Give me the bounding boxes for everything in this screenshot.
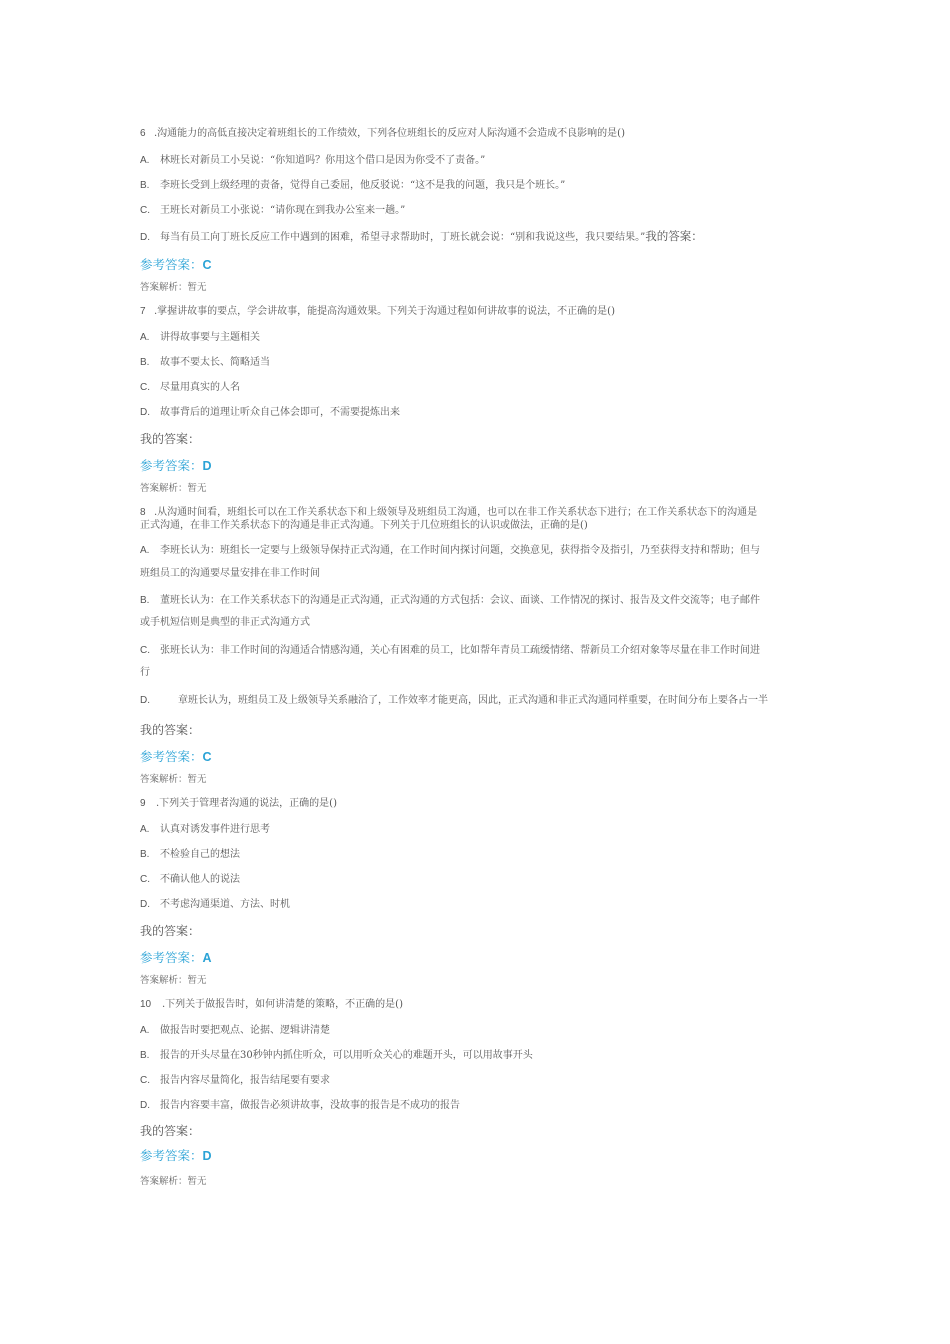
option-letter: C. xyxy=(140,874,150,885)
answer-explanation: 答案解析：暂无 xyxy=(140,975,207,986)
option-letter: B. xyxy=(140,849,150,860)
option-letter: A. xyxy=(140,332,150,343)
reference-answer-value: A xyxy=(202,951,212,965)
option-b-continued: 或手机短信则是典型的非正式沟通方式 xyxy=(140,617,310,628)
option-letter: D. xyxy=(140,407,150,418)
option-b xyxy=(140,356,270,370)
option-b xyxy=(140,1049,533,1063)
option-text: 王班长对新员工小张说：“请你现在到我办公室来一趟。” xyxy=(160,205,406,216)
option-d xyxy=(140,898,290,912)
option-text: 故事不要太长、简略适当 xyxy=(160,357,270,368)
question-7 xyxy=(140,305,615,319)
option-letter: D. xyxy=(140,1100,150,1111)
option-text: 李班长认为：班组长一定要与上级领导保持正式沟通，在工作时间内探讨问题，交换意见，获得指令及指引，乃至获得支持和帮助；但与 xyxy=(160,545,760,556)
option-text: 李班长受到上级经理的责备，觉得自己委屈，他反驳说：“这不是我的问题，我只是个班长。” xyxy=(160,180,566,191)
option-letter: B. xyxy=(140,357,150,368)
option-d xyxy=(140,229,703,245)
option-letter: D. xyxy=(140,695,150,706)
option-letter: A. xyxy=(140,824,150,835)
reference-answer-value: C xyxy=(202,750,212,764)
option-letter: B. xyxy=(140,180,150,191)
reference-answer-label: 参考答案： xyxy=(140,950,203,965)
reference-answer-label: 参考答案： xyxy=(140,257,203,272)
option-text: 报告内容要丰富，做报告必须讲故事，没故事的报告是不成功的报告 xyxy=(160,1100,460,1111)
option-letter: A. xyxy=(140,1025,150,1036)
my-answer-label: 我的答案： xyxy=(140,432,201,446)
reference-answer xyxy=(140,750,212,764)
reference-answer xyxy=(140,258,212,272)
option-c xyxy=(140,1074,330,1088)
option-b xyxy=(140,848,240,862)
question-number: 9 xyxy=(140,798,146,809)
option-d xyxy=(140,694,768,708)
answer-explanation: 答案解析：暂无 xyxy=(140,483,207,494)
my-answer-label: 我的答案： xyxy=(140,1124,201,1138)
option-text: 报告内容尽量简化，报告结尾要有要求 xyxy=(160,1075,330,1086)
option-a xyxy=(140,544,760,558)
option-text: 不考虑沟通渠道、方法、时机 xyxy=(160,899,290,910)
option-d xyxy=(140,406,400,420)
document-page xyxy=(140,0,820,1344)
question-text: .沟通能力的高低直接决定着班组长的工作绩效，下列各位班组长的反应对人际沟通不会造成不良影响的是() xyxy=(154,128,625,139)
option-text: 章班长认为，班组员工及上级领导关系融洽了，工作效率才能更高，因此，正式沟通和非正式沟通同样重要，在时间分布上要各占一半 xyxy=(178,695,768,706)
option-text: 不检验自己的想法 xyxy=(160,849,240,860)
option-text: 报告的开头尽量在30秒钟内抓住听众，可以用听众关心的难题开头，可以用故事开头 xyxy=(160,1050,533,1061)
reference-answer-label: 参考答案： xyxy=(140,458,203,473)
option-letter: B. xyxy=(140,595,150,606)
option-text: 讲得故事要与主题相关 xyxy=(160,332,260,343)
option-c xyxy=(140,204,405,218)
my-answer-label: 我的答案： xyxy=(140,723,201,737)
my-answer-label: 我的答案： xyxy=(645,229,703,243)
question-text-continued: 正式沟通，在非工作关系状态下的沟通是非正式沟通。下列关于几位班组长的认识或做法，正确的是() xyxy=(140,520,588,531)
option-text: 做报告时要把观点、论据、逻辑讲清楚 xyxy=(160,1025,330,1036)
option-letter: B. xyxy=(140,1050,150,1061)
reference-answer xyxy=(140,459,212,473)
reference-answer-value: C xyxy=(202,258,212,272)
option-letter: A. xyxy=(140,545,150,556)
option-letter: A. xyxy=(140,155,150,166)
option-text: 不确认他人的说法 xyxy=(160,874,240,885)
reference-answer xyxy=(140,1149,212,1163)
option-a-continued: 班组员工的沟通要尽量安排在非工作时间 xyxy=(140,568,320,579)
question-number: 10 xyxy=(140,999,152,1010)
my-answer-label: 我的答案： xyxy=(140,924,201,938)
question-6 xyxy=(140,127,625,141)
option-letter: D. xyxy=(140,899,150,910)
option-letter: C. xyxy=(140,645,150,656)
answer-explanation: 答案解析：暂无 xyxy=(140,1176,207,1187)
option-a xyxy=(140,154,485,168)
question-10 xyxy=(140,998,403,1012)
answer-explanation: 答案解析：暂无 xyxy=(140,282,207,293)
question-text: .下列关于做报告时，如何讲清楚的策略，不正确的是() xyxy=(162,999,403,1010)
option-text: 认真对诱发事件进行思考 xyxy=(160,824,270,835)
option-text: 故事背后的道理让听众自己体会即可，不需要提炼出来 xyxy=(160,407,400,418)
option-c xyxy=(140,873,240,887)
answer-explanation: 答案解析：暂无 xyxy=(140,774,207,785)
option-b xyxy=(140,594,760,608)
question-text: .下列关于管理者沟通的说法，正确的是() xyxy=(156,798,337,809)
option-c-continued: 行 xyxy=(140,667,150,678)
question-number: 6 xyxy=(140,128,146,139)
option-letter: C. xyxy=(140,205,150,216)
reference-answer-label: 参考答案： xyxy=(140,749,203,764)
option-a xyxy=(140,331,260,345)
option-c xyxy=(140,381,240,395)
option-text: 每当有员工向丁班长反应工作中遇到的困难，希望寻求帮助时，丁班长就会说：“别和我说这些，我只要结果。” xyxy=(160,232,646,243)
question-9 xyxy=(140,797,337,811)
option-letter: C. xyxy=(140,1075,150,1086)
reference-answer-value: D xyxy=(202,1149,212,1163)
option-b xyxy=(140,179,565,193)
option-c xyxy=(140,644,760,658)
option-a xyxy=(140,1024,330,1038)
question-number: 8 xyxy=(140,507,146,518)
question-text: .从沟通时间看，班组长可以在工作关系状态下和上级领导及班组员工沟通，也可以在非工作关系状态下进行；在工作关系状态下的沟通是 xyxy=(154,507,758,518)
reference-answer-label: 参考答案： xyxy=(140,1148,203,1163)
option-text: 林班长对新员工小吴说：“你知道吗？你用这个借口是因为你受不了责备。” xyxy=(160,155,486,166)
option-text: 尽量用真实的人名 xyxy=(160,382,240,393)
question-8 xyxy=(140,506,757,520)
reference-answer-value: D xyxy=(202,459,212,473)
reference-answer xyxy=(140,951,212,965)
question-text: .掌握讲故事的要点，学会讲故事，能提高沟通效果。下列关于沟通过程如何讲故事的说法，不正确的是() xyxy=(154,306,615,317)
question-number: 7 xyxy=(140,306,146,317)
option-letter: D. xyxy=(140,232,150,243)
option-text: 张班长认为：非工作时间的沟通适合情感沟通，关心有困难的员工，比如帮年青员工疏缓情绪、帮新员工介绍对象等尽量在非工作时间进 xyxy=(160,645,760,656)
option-d xyxy=(140,1099,460,1113)
option-text: 董班长认为：在工作关系状态下的沟通是正式沟通，正式沟通的方式包括：会议、面谈、工作情况的探讨、报告及文件交流等；电子邮件 xyxy=(160,595,760,606)
option-a xyxy=(140,823,270,837)
option-letter: C. xyxy=(140,382,150,393)
